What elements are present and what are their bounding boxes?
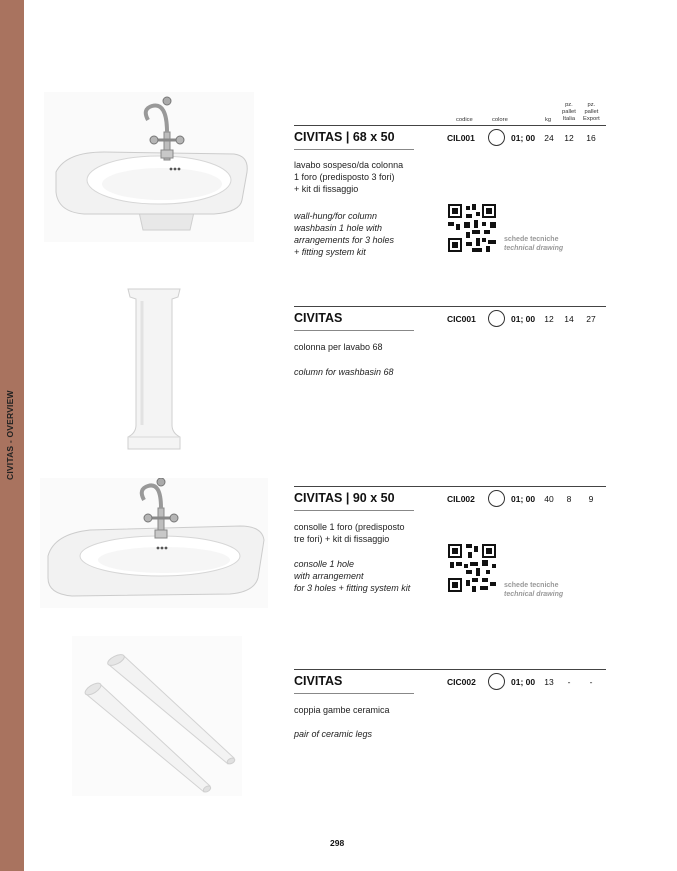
row-divider [294, 669, 606, 670]
page-number: 298 [330, 838, 345, 848]
product-title: CIVITAS | 90 x 50 [294, 491, 395, 505]
product-code: CIC002 [447, 677, 476, 687]
description-en: consolle 1 hole with arrangement for 3 holes + fitting system kit [294, 559, 411, 593]
header-pallet-italia: pz. pallet Italia [562, 102, 576, 122]
row-divider [294, 306, 606, 307]
technical-drawing-link[interactable]: schede tecniche technical drawing [504, 582, 564, 598]
header-kg: kg [545, 117, 552, 123]
product-colore: 01; 00 [511, 314, 536, 324]
qr-code-icon[interactable] [448, 544, 496, 592]
description-en: wall-hung/for column washbasin 1 hole with arrangements for 3 holes + fitting system kit [294, 211, 395, 257]
product-kg: 13 [544, 677, 554, 687]
color-swatch-icon [488, 490, 505, 507]
product-kg: 24 [544, 133, 554, 143]
product-pallet-italia: 12 [564, 133, 574, 143]
qr-code-icon[interactable] [448, 204, 496, 252]
consolle-90-image [40, 478, 268, 608]
title-underline [294, 693, 414, 694]
technical-drawing-link[interactable]: schede tecniche technical drawing [504, 236, 564, 252]
product-code: CIC001 [447, 314, 476, 324]
header-pallet-export: pz. pallet Export [583, 102, 600, 122]
product-kg: 40 [544, 494, 554, 504]
product-pallet-export: 16 [586, 133, 596, 143]
ceramic-legs-image [72, 636, 242, 796]
color-swatch-icon [488, 310, 505, 327]
description-it: coppia gambe ceramica [294, 705, 390, 715]
product-title: CIVITAS [294, 311, 343, 325]
product-pallet-italia: 14 [564, 314, 574, 324]
product-code: CIL002 [447, 494, 475, 504]
description-en: column for washbasin 68 [294, 367, 394, 377]
product-colore: 01; 00 [511, 677, 536, 687]
column-pedestal-image [122, 285, 187, 455]
description-it: lavabo sospeso/da colonna 1 foro (predisposto 3 fori) + kit di fissaggio [294, 160, 404, 194]
description-it: consolle 1 foro (predisposto tre fori) + kit di fissaggio [294, 522, 405, 544]
row-divider [294, 486, 606, 487]
product-title: CIVITAS [294, 674, 343, 688]
product-kg: 12 [544, 314, 554, 324]
description-en: pair of ceramic legs [294, 729, 373, 739]
title-underline [294, 510, 414, 511]
product-title: CIVITAS | 68 x 50 [294, 130, 395, 144]
header-codice: codice [456, 117, 473, 123]
product-pallet-italia: 8 [566, 494, 572, 504]
product-colore: 01; 00 [511, 494, 536, 504]
title-underline [294, 330, 414, 331]
washbasin-68-image [44, 92, 254, 242]
product-code: CIL001 [447, 133, 475, 143]
product-pallet-export: - [589, 677, 593, 687]
product-pallet-italia: - [567, 677, 571, 687]
product-pallet-export: 9 [588, 494, 594, 504]
description-it: colonna per lavabo 68 [294, 342, 383, 352]
color-swatch-icon [488, 129, 505, 146]
title-underline [294, 149, 414, 150]
color-swatch-icon [488, 673, 505, 690]
product-colore: 01; 00 [511, 133, 536, 143]
section-label: CIVITAS - OVERVIEW [5, 390, 15, 480]
header-colore: colore [492, 117, 508, 123]
product-pallet-export: 27 [586, 314, 596, 324]
row-divider [294, 125, 606, 126]
